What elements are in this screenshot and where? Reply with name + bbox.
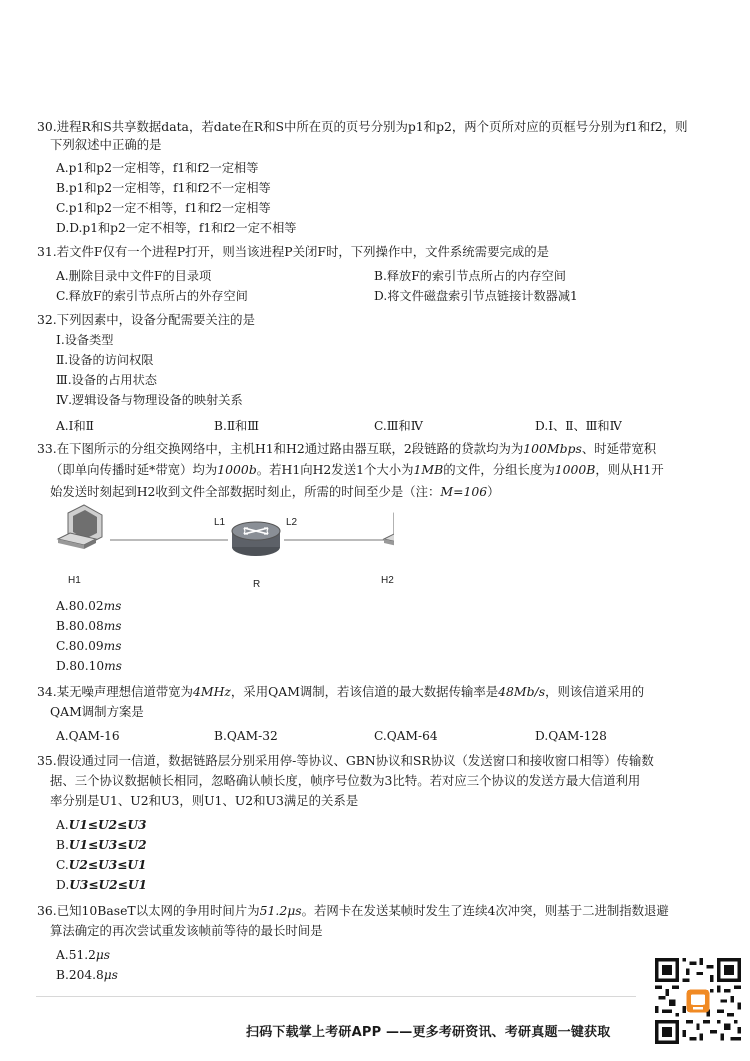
- q33-option-d-value: 80.10: [69, 659, 105, 673]
- q36-option-a: [56, 947, 110, 963]
- q33-delay-bandwidth: 1000b: [217, 462, 257, 477]
- q30-stem-line1: 30.进程R和S共享数据data，若date在R和S中所在页的页号分别为p1和p2，两个页所对应的页框号分别为f1和f2，则: [37, 119, 688, 134]
- q33-packet-size: 1000B: [554, 462, 596, 477]
- q35-option-a: [56, 817, 146, 833]
- q33-file-size: 1MB: [413, 462, 444, 477]
- q33-stem-line3: [50, 484, 500, 500]
- q36-stem-1a: 36.已知10BaseT以太网的争用时间片为: [37, 903, 260, 918]
- q36-option-b: [56, 967, 118, 983]
- q33-option-a: [56, 598, 121, 614]
- q34-stem-1a: 34.某无噪声理想信道带宽为: [37, 684, 194, 699]
- q33-option-c: [56, 638, 121, 654]
- q35-stem-line2: 据、三个协议数据帧长相同，忽略确认帧长度，帧序号位数为3比特。若对应三个协议的发送方最大信道利用: [50, 773, 641, 788]
- q35-option-c-expr: U2≤U3≤U1: [68, 858, 147, 872]
- q34-rate: 48Mb/s: [498, 684, 546, 699]
- q31-option-a: A.删除目录中文件F的目录项: [56, 269, 212, 283]
- link-l1-label: L1: [214, 517, 226, 528]
- q33-option-c-unit: ms: [103, 639, 122, 653]
- q33-option-b-unit: ms: [103, 619, 122, 633]
- q30-option-c: C.p1和p2一定不相等，f1和f2一定相等: [56, 201, 271, 215]
- q36-option-a-letter: A.: [56, 948, 69, 962]
- q36-stem-1c: 。若网卡在发送某帧时发生了连续4次冲突，则基于二进制指数退避: [301, 903, 669, 918]
- q36-stem-line1: [37, 903, 669, 919]
- q33-stem-3c: ）: [487, 484, 500, 499]
- q35-option-c-letter: C.: [56, 858, 69, 872]
- host-h1-label: H1: [68, 575, 81, 586]
- q33-option-a-letter: A.: [56, 599, 69, 613]
- footer-divider: [36, 996, 636, 997]
- link-l2-label: L2: [286, 517, 298, 528]
- q32-option-d: D.Ⅰ、Ⅱ、Ⅲ和Ⅳ: [535, 419, 622, 433]
- q33-stem-2a: （即单向传播时延*带宽）均为: [50, 462, 218, 477]
- q35-option-a-letter: A.: [56, 818, 69, 832]
- q34-stem-line1: [37, 684, 644, 700]
- q36-option-b-unit: μs: [103, 968, 118, 982]
- q35-stem-line3: 率分别是U1、U2和U3，则U1、U2和U3满足的关系是: [50, 793, 359, 808]
- q35-option-b: [56, 837, 147, 853]
- host-h1-computer-icon: [58, 505, 102, 549]
- q36-slot-time: 51.2μs: [259, 903, 302, 918]
- q34-option-a: A.QAM-16: [56, 729, 120, 743]
- q35-option-d: [56, 877, 147, 893]
- q34-option-b: B.QAM-32: [214, 729, 278, 743]
- q33-option-c-value: 80.09: [68, 639, 104, 653]
- host-h2-computer-icon: [384, 505, 394, 549]
- q33-option-a-unit: ms: [103, 599, 122, 613]
- q36-option-b-value: 204.8: [68, 968, 104, 982]
- q35-option-c: [56, 857, 147, 873]
- q33-stem-1a: 33.在下图所示的分组交换网络中，主机H1和H2通过路由器互联，2段链路的贷款均为为: [37, 441, 524, 456]
- q33-option-b: [56, 618, 122, 634]
- q33-stem-line1: [37, 441, 656, 457]
- qr-code-icon[interactable]: [655, 958, 741, 1044]
- q31-option-b: B.释放F的索引节点所占的内存空间: [374, 269, 566, 283]
- q33-note-m: M=106: [440, 484, 488, 499]
- q34-bandwidth: 4MHz: [193, 684, 231, 699]
- q33-option-a-value: 80.02: [68, 599, 104, 613]
- q34-stem-1e: ，则该信道采用的: [545, 684, 645, 699]
- q32-item-3: Ⅲ.设备的占用状态: [56, 373, 157, 387]
- q31-stem: 31.若文件F仅有一个进程P打开，则当该进程P关闭F时，下列操作中，文件系统需要完成的是: [37, 244, 550, 259]
- q32-option-a: A.Ⅰ和Ⅱ: [56, 419, 94, 433]
- q34-stem-1c: ，采用QAM调制，若该信道的最大数据传输率是: [230, 684, 499, 699]
- q32-item-4: Ⅳ.逻辑设备与物理设备的映射关系: [56, 393, 243, 407]
- q36-stem-line2: 算法确定的再次尝试重发该帧前等待的最长时间是: [50, 923, 323, 938]
- q30-stem-line2: 下列叙述中正确的是: [50, 137, 162, 152]
- q32-item-1: Ⅰ.设备类型: [56, 333, 114, 347]
- q33-option-b-letter: B.: [56, 619, 69, 633]
- q33-stem-2e: 的文件，分组长度为: [443, 462, 555, 477]
- router-r-icon: [232, 522, 280, 556]
- q36-option-a-value: 51.2: [68, 948, 96, 962]
- q30-option-d: D.D.p1和p2一定不相等，f1和f2一定不相等: [56, 221, 297, 235]
- q35-option-a-expr: U1≤U2≤U3: [68, 818, 147, 832]
- q36-option-a-unit: μs: [95, 948, 111, 962]
- q33-network-diagram: [54, 503, 394, 591]
- q34-stem-line2: QAM调制方案是: [50, 704, 144, 719]
- q35-stem-line1: 35.假设通过同一信道，数据链路层分别采用停-等协议、GBN协议和SR协议（发送窗口和接收窗口相等）传输数: [37, 753, 654, 768]
- router-r-label: R: [253, 579, 261, 590]
- q35-option-b-letter: B.: [56, 838, 69, 852]
- q33-stem-3a: 始发送时刻起到H2收到文件全部数据时刻止，所需的时间至少是（注：: [50, 484, 441, 499]
- q32-option-c: C.Ⅲ和Ⅳ: [374, 419, 423, 433]
- q36-option-b-letter: B.: [56, 968, 69, 982]
- q34-option-c: C.QAM-64: [374, 729, 438, 743]
- q33-stem-2g: ，则从H1开: [595, 462, 664, 477]
- footer-promo-text: 扫码下载掌上考研APP ——更多考研资讯、考研真题一键获取: [246, 1025, 611, 1040]
- q35-option-d-expr: U3≤U2≤U1: [69, 878, 147, 892]
- q33-stem-2c: 。若H1向H2发送1个大小为: [256, 462, 414, 477]
- q32-option-b: B.Ⅱ和Ⅲ: [214, 419, 260, 433]
- q33-option-c-letter: C.: [56, 639, 69, 653]
- q33-option-d-unit: ms: [104, 659, 122, 673]
- host-h2-label: H2: [381, 575, 394, 586]
- q33-bandwidth: 100Mbps: [523, 441, 582, 456]
- q33-stem-line2: [50, 462, 664, 478]
- q35-option-d-letter: D.: [56, 878, 70, 892]
- q33-option-d-letter: D.: [56, 659, 70, 673]
- q34-option-d: D.QAM-128: [535, 729, 607, 743]
- q30-option-b: B.p1和p2一定相等，f1和f2不一定相等: [56, 181, 271, 195]
- q31-option-c: C.释放F的索引节点所占的外存空间: [56, 289, 248, 303]
- q33-stem-1c: 、时延带宽积: [581, 441, 657, 456]
- q33-option-d: [56, 658, 122, 674]
- q30-option-a: A.p1和p2一定相等，f1和f2一定相等: [56, 161, 259, 175]
- q35-option-b-expr: U1≤U3≤U2: [68, 838, 147, 852]
- q32-item-2: Ⅱ.设备的访问权限: [56, 353, 154, 367]
- q31-option-d: D.将文件磁盘索引节点链接计数器减1: [374, 289, 578, 303]
- q33-option-b-value: 80.08: [68, 619, 104, 633]
- q32-stem: 32.下列因素中，设备分配需要关注的是: [37, 312, 255, 327]
